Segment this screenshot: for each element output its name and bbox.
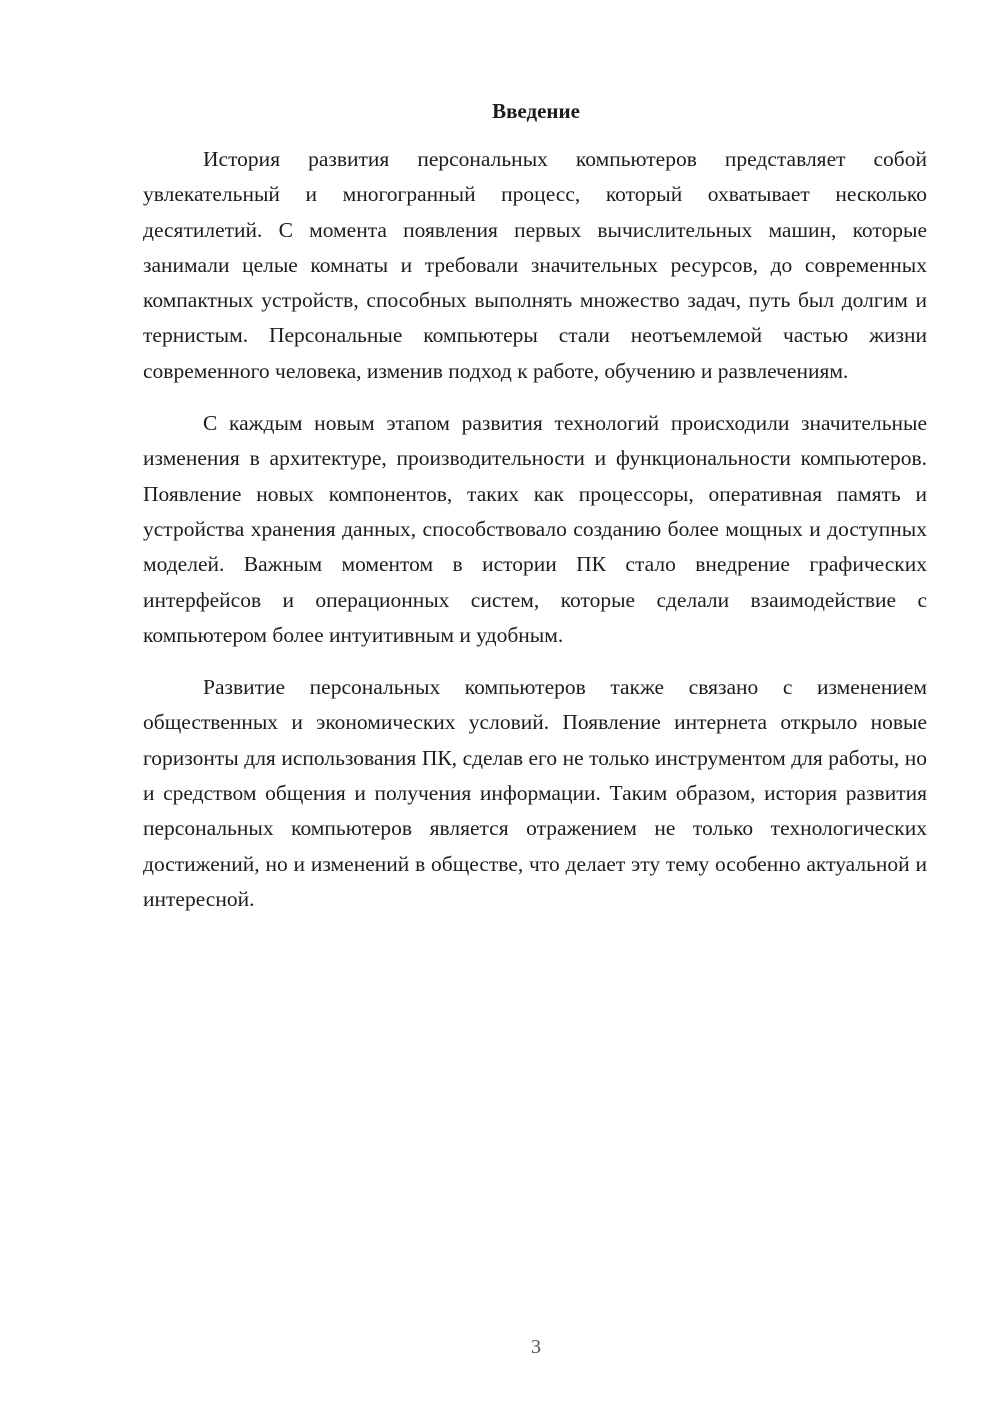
page-number: 3 bbox=[531, 1336, 541, 1358]
section-heading: Введение bbox=[492, 99, 580, 123]
paragraph-1: История развития персональных компьютеров представляет собой увлекательный и многогранный процесс, который охватывает несколько десятилетий. С момента появления первых вычислительных машин, которые занимали целые комнаты и требовали значительных ресурсов, до современных компактных устройств, способных выполнять множество задач, путь был долгим и тернистым. Персональные компьютеры стали неотъемлемой частью жизни современного человека, изменив подход к работе, обучению и развлечениям. bbox=[143, 147, 927, 383]
paragraph-2: С каждым новым этапом развития технологий происходили значительные изменения в архитектуре, производительности и функциональности компьютеров. Появление новых компонентов, таких как процессоры, оперативная память и устройства хранения данных, способствовало созданию более мощных и доступных моделей. Важным моментом в истории ПК стало внедрение графических интерфейсов и операционных систем, которые сделали взаимодействие с компьютером более интуитивным и удобным. bbox=[143, 411, 927, 647]
paragraph-3: Развитие персональных компьютеров также связано с изменением общественных и экономических условий. Появление интернета открыло новые горизонты для использования ПК, сделав его не только инструментом для работы, но и средством общения и получения информации. Таким образом, история развития персональных компьютеров является отражением не только технологических достижений, но и изменений в обществе, что делает эту тему особенно актуальной и интересной. bbox=[143, 675, 927, 911]
body-text bbox=[143, 142, 927, 917]
